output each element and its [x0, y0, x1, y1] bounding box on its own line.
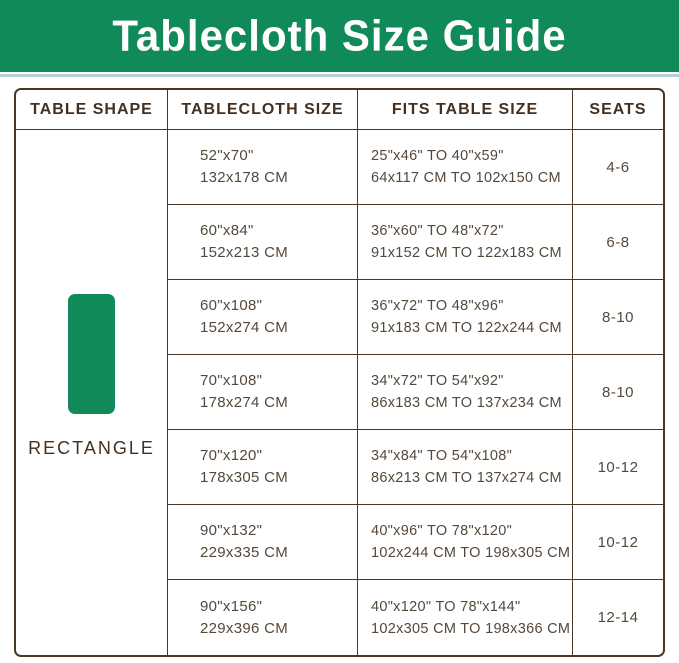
fits-table-size-cell [358, 280, 573, 355]
fits-inches: 36"x60" TO 48"x72" [371, 223, 504, 239]
banner-accent-line [0, 74, 679, 77]
seats-cell: 12-14 [597, 609, 639, 626]
fits-cm: 91x183 CM TO 122x244 CM [371, 320, 562, 336]
shape-label: RECTANGLE [28, 438, 155, 458]
size-cm: 152x274 CM [200, 319, 289, 336]
size-cm: 132x178 CM [200, 169, 289, 186]
tablecloth-size-cell [168, 130, 358, 205]
seats-cell: 6-8 [573, 205, 663, 280]
fits-table-size-cell [358, 580, 573, 655]
tablecloth-size-cell [168, 430, 358, 505]
size-cm: 178x274 CM [200, 394, 289, 411]
title-banner [0, 0, 679, 72]
table-shape-cell [16, 130, 168, 655]
size-cm: 152x213 CM [200, 244, 289, 261]
seats-cell: 8-10 [573, 355, 663, 430]
column-header-table-shape: TABLE SHAPE [16, 90, 168, 130]
seats-cell: 8-10 [573, 280, 663, 355]
size-inches: 90"x132" [200, 522, 263, 539]
fits-inches: 40"x96" TO 78"x120" [371, 523, 513, 539]
fits-table-size-cell [358, 505, 573, 580]
tablecloth-size-cell [168, 580, 358, 655]
fits-inches: 34"x72" TO 54"x92" [371, 373, 504, 389]
size-inches: 90"x156" [200, 597, 263, 615]
column-header-tablecloth-size: TABLECLOTH SIZE [168, 90, 358, 130]
seats-cell: 10-12 [573, 430, 663, 505]
column-header-fits-table-size: FITS TABLE SIZE [358, 90, 573, 130]
size-inches: 52"x70" [200, 147, 254, 164]
tablecloth-size-cell [168, 280, 358, 355]
fits-inches: 25"x46" TO 40"x59" [371, 148, 504, 164]
tablecloth-size-cell [168, 505, 358, 580]
size-inches: 60"x84" [200, 222, 254, 239]
rectangle-swatch-icon [68, 294, 115, 414]
size-cm: 229x396 CM [200, 619, 289, 637]
tablecloth-size-cell [168, 205, 358, 280]
size-inches: 70"x120" [200, 447, 263, 464]
column-header-seats: SEATS [573, 90, 663, 130]
seats-cell: 10-12 [573, 505, 663, 580]
fits-table-size-cell [358, 430, 573, 505]
fits-inches: 36"x72" TO 48"x96" [371, 298, 504, 314]
fits-cm: 102x305 CM TO 198x366 CM [371, 620, 571, 637]
fits-table-size-cell [358, 355, 573, 430]
fits-cm: 102x244 CM TO 198x305 CM [371, 545, 571, 561]
fits-cm: 86x213 CM TO 137x274 CM [371, 470, 562, 486]
fits-cm: 64x117 CM TO 102x150 CM [371, 170, 561, 186]
seats-cell: 4-6 [573, 130, 663, 205]
fits-table-size-cell [358, 130, 573, 205]
size-cm: 178x305 CM [200, 469, 289, 486]
fits-inches: 34"x84" TO 54"x108" [371, 448, 513, 464]
tablecloth-size-cell [168, 355, 358, 430]
page-title: Tablecloth Size Guide [112, 11, 567, 60]
fits-inches: 40"x120" TO 78"x144" [371, 598, 521, 615]
fits-cm: 91x152 CM TO 122x183 CM [371, 245, 562, 261]
fits-cm: 86x183 CM TO 137x234 CM [371, 395, 562, 411]
size-guide-table [14, 88, 665, 657]
size-cm: 229x335 CM [200, 544, 289, 561]
size-inches: 60"x108" [200, 297, 263, 314]
size-inches: 70"x108" [200, 372, 263, 389]
fits-table-size-cell [358, 205, 573, 280]
